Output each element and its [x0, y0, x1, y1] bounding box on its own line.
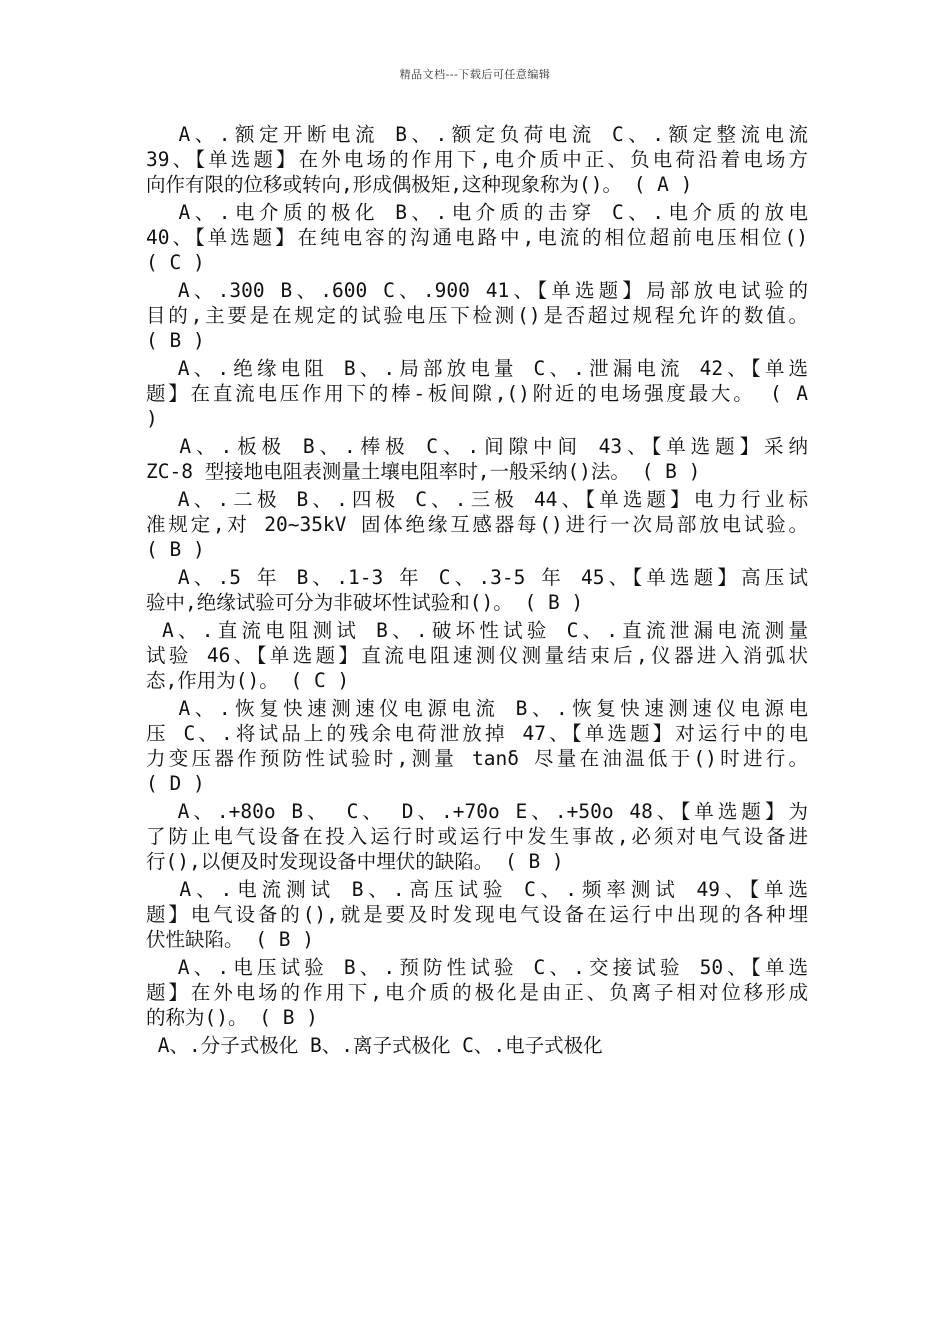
text-line: A、.电流测试 B、.高压试验 C、.频率测试 49、【单选: [146, 878, 808, 901]
text-line: 行(),以便及时发现设备中埋伏的缺陷。 ( B ): [146, 850, 564, 873]
text-line: 题】在外电场的作用下,电介质的极化是由正、负离子相对位移形成: [146, 981, 808, 1004]
text-line: A、.二极 B、.四极 C、.三极 44、【单选题】电力行业标: [146, 488, 808, 511]
text-line: 题】在直流电压作用下的棒-板间隙,()附近的电场强度最大。 ( A: [146, 382, 808, 405]
text-line: ZC-8 型接地电阻表测量土壤电阻率时,一般采纳()法。 ( B ): [146, 460, 701, 483]
text-line: 验中,绝缘试验可分为非破坏性试验和()。 ( B ): [146, 591, 584, 614]
text-line: 了防止电气设备在投入运行时或运行中发生事故,必须对电气设备进: [146, 825, 808, 848]
text-line: 伏性缺陷。 ( B ): [146, 928, 314, 951]
text-line: 39、【单选题】在外电场的作用下,电介质中正、负电荷沿着电场方: [146, 148, 808, 171]
text-line: ( D ): [146, 772, 205, 795]
text-line: A、.恢复快速测速仪电源电流 B、.恢复快速测速仪电源电: [146, 697, 808, 720]
text-line: A、.300 B、.600 C、.900 41、【单选题】局部放电试验的: [146, 279, 808, 302]
text-line: ( C ): [146, 251, 205, 274]
text-line: A、.电介质的极化 B、.电介质的击穿 C、.电介质的放电: [146, 201, 808, 224]
text-line: 试验 46、【单选题】直流电阻速测仪测量结束后,仪器进入消弧状: [146, 644, 808, 667]
text-line: 的称为()。 ( B ): [146, 1006, 318, 1029]
text-line: 40、【单选题】在纯电容的沟通电路中,电流的相位超前电压相位(): [146, 226, 808, 249]
text-line: 目的,主要是在规定的试验电压下检测()是否超过规程允许的数值。: [146, 304, 808, 327]
text-line: ): [146, 407, 158, 430]
text-line: A、.5 年 B、.1-3 年 C、.3-5 年 45、【单选题】高压试: [146, 566, 808, 589]
text-line: 向作有限的位移或转向,形成偶极矩,这种现象称为()。 ( A ): [146, 173, 693, 196]
text-line: 态,作用为()。 ( C ): [146, 669, 350, 692]
text-line: 力变压器作预防性试验时,测量 tanδ 尽量在油温低于()时进行。: [146, 747, 808, 770]
document-body: [146, 122, 808, 1058]
text-line: 题】电气设备的(),就是要及时发现电气设备在运行中出现的各种埋: [146, 903, 808, 926]
text-line: A、.+80o B、 C、 D、.+70o E、.+50o 48、【单选题】为: [146, 800, 808, 823]
text-line: A、.额定开断电流 B、.额定负荷电流 C、.额定整流电流: [146, 123, 808, 146]
text-line: 准规定,对 20~35kV 固体绝缘互感器每()进行一次局部放电试验。: [146, 513, 808, 536]
text-line: A、.绝缘电阻 B、.局部放电量 C、.泄漏电流 42、【单选: [146, 357, 808, 380]
text-line: A、.电压试验 B、.预防性试验 C、.交接试验 50、【单选: [146, 956, 808, 979]
text-line: ( B ): [146, 538, 205, 561]
page-header: 精品文档---下载后可任意编辑: [399, 68, 551, 81]
text-line: A、.直流电阻测试 B、.破坏性试验 C、.直流泄漏电流测量: [146, 619, 808, 642]
text-line: A、.分子式极化 B、.离子式极化 C、.电子式极化: [146, 1034, 603, 1057]
text-line: ( B ): [146, 329, 205, 352]
text-line: 压 C、.将试品上的残余电荷泄放掉 47、【单选题】对运行中的电: [146, 722, 808, 745]
text-line: A、.板极 B、.棒极 C、.间隙中间 43、【单选题】采纳: [146, 435, 808, 458]
